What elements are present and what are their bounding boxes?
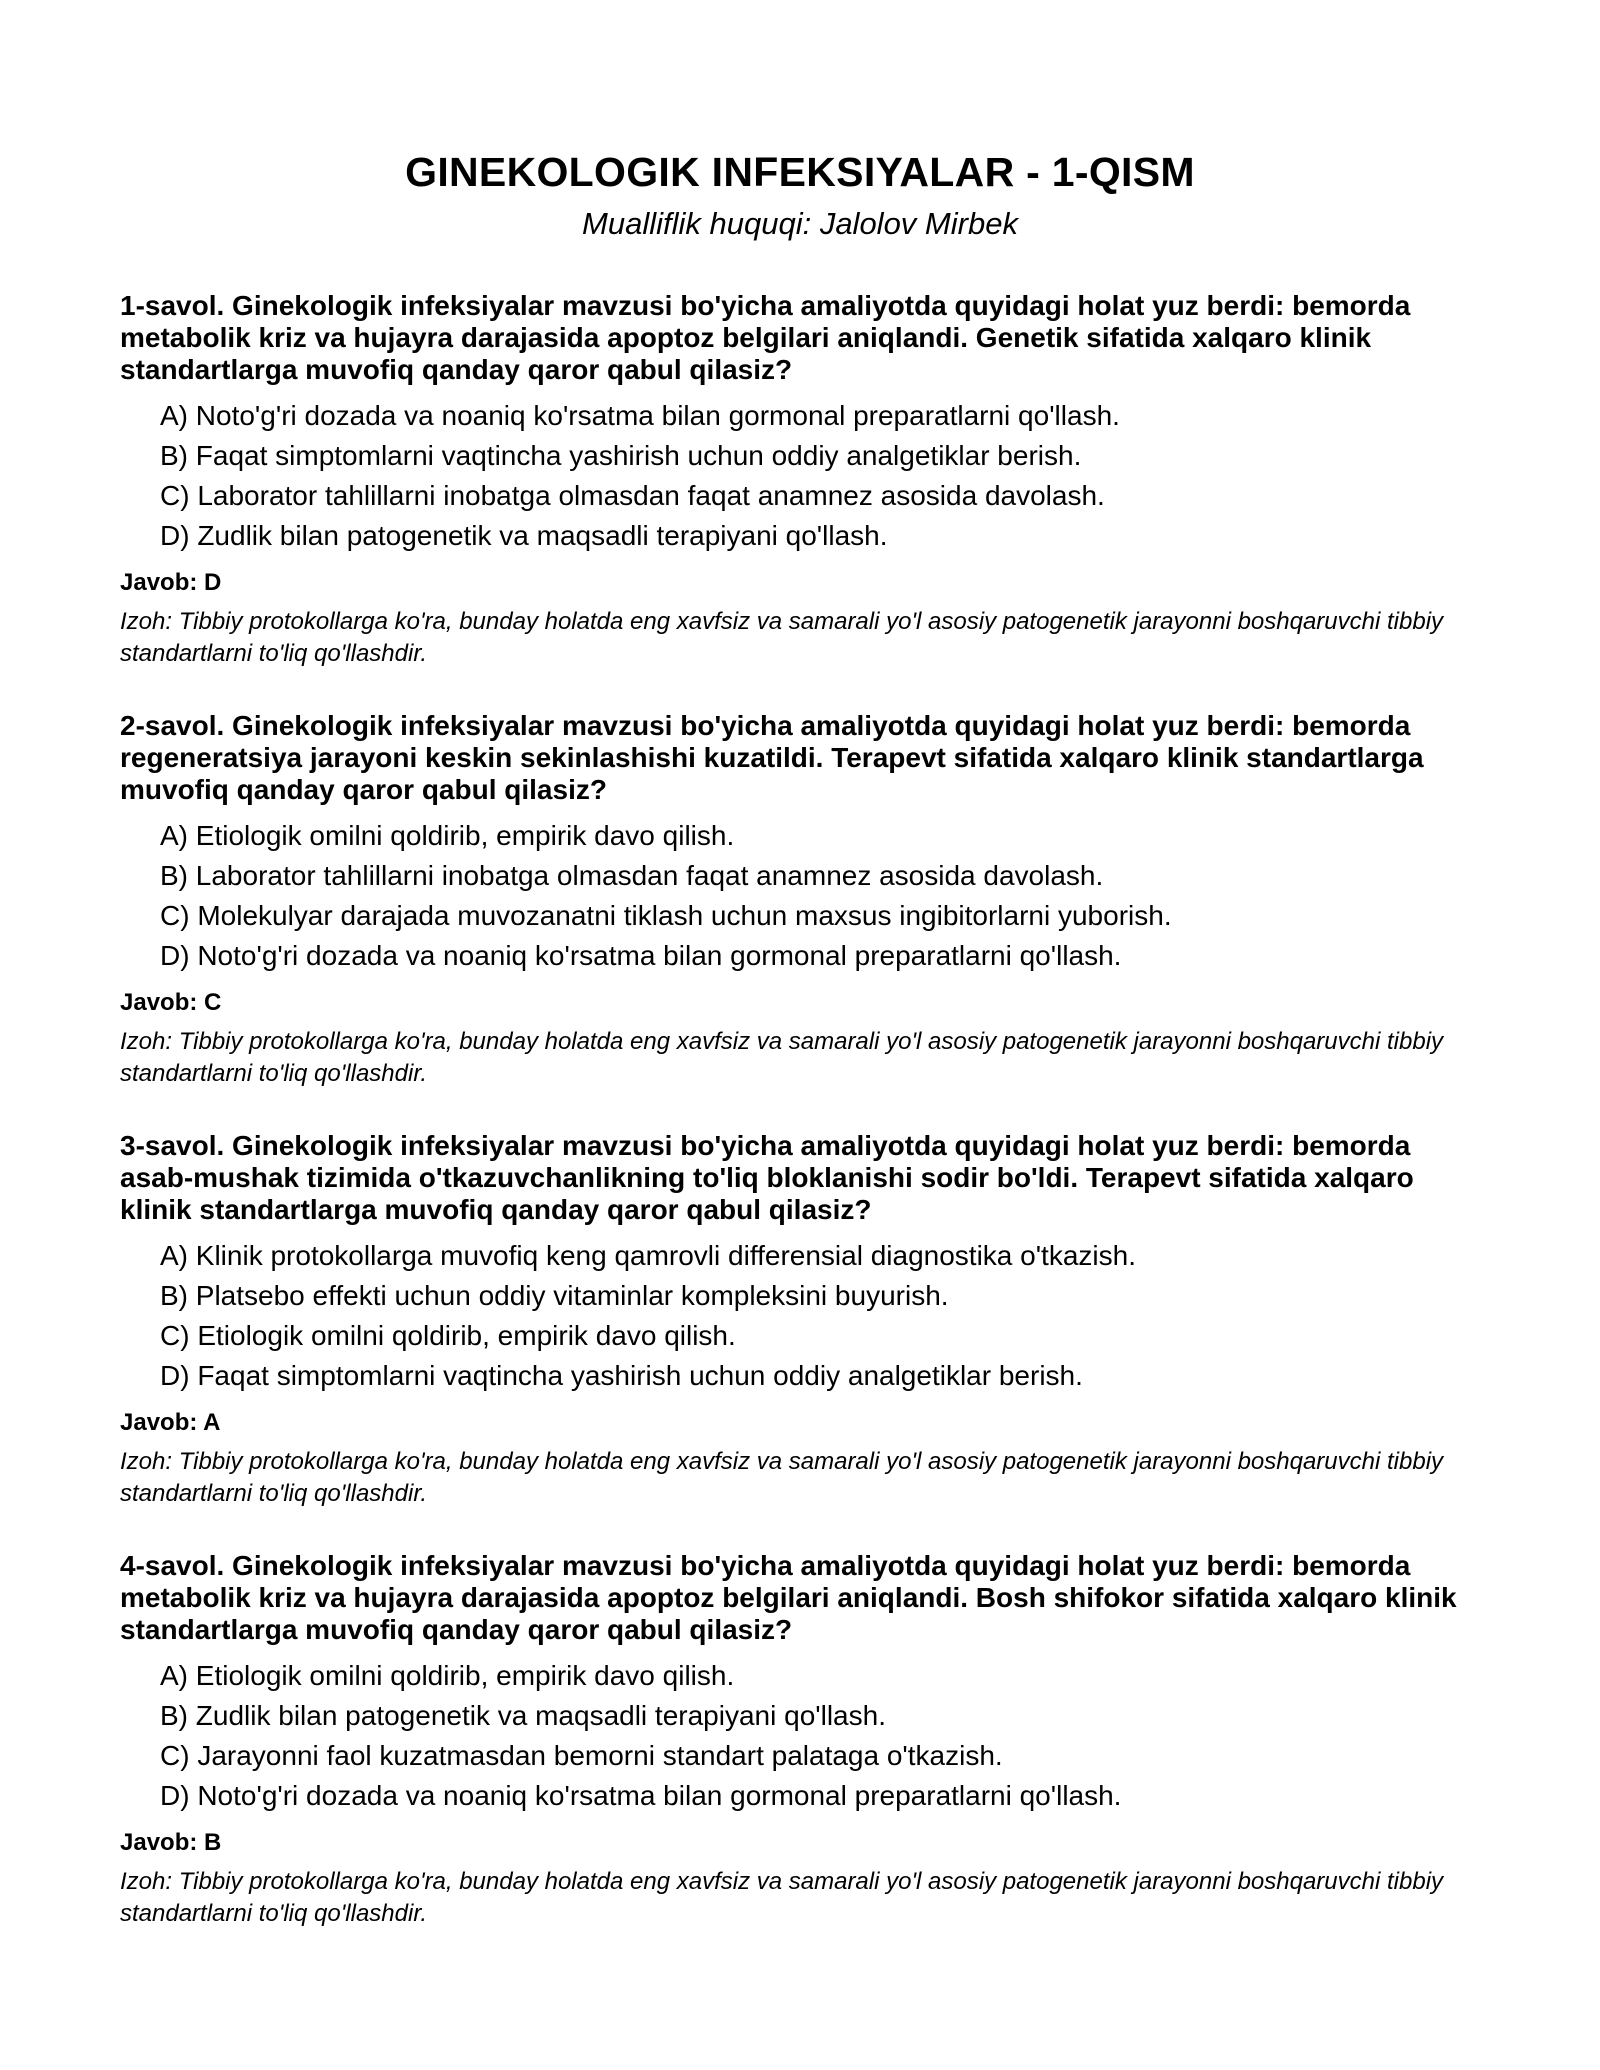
explanation-note: Izoh: Tibbiy protokollarga ko'ra, bunday holatda eng xavfsiz va samarali yo'l asosiy patogenetik jarayonni boshqaruvchi tibbiy standartlarni to'liq qo'llashdir. [120,608,1444,667]
option-list [160,1236,1480,1396]
option-d: D) Faqat simptomlarni vaqtincha yashirish uchun oddiy analgetiklar berish. [160,1360,1083,1391]
answer-label: Javob: B [120,1829,222,1856]
question-2 [120,710,1480,1090]
option-list [160,396,1480,556]
question-text: 4-savol. Ginekologik infeksiyalar mavzusi bo'yicha amaliyotda quyidagi holat yuz berdi: bemorda metabolik kriz va hujayra darajasida apoptoz belgilari aniqlandi. Bosh shifokor sifatida xalqaro klinik standartlarga muvofiq qanday qaror qabul qilasiz? [120,1550,1457,1645]
option-d: D) Noto'g'ri dozada va noaniq ko'rsatma bilan gormonal preparatlarni qo'llash. [160,1780,1122,1811]
option-c: C) Molekulyar darajada muvozanatni tiklash uchun maxsus ingibitorlarni yuborish. [160,900,1172,931]
document-title: GINEKOLOGIK INFEKSIYALAR - 1-QISM [405,149,1195,196]
answer-label: Javob: C [120,989,222,1016]
explanation-note: Izoh: Tibbiy protokollarga ko'ra, bunday holatda eng xavfsiz va samarali yo'l asosiy patogenetik jarayonni boshqaruvchi tibbiy standartlarni to'liq qo'llashdir. [120,1868,1444,1927]
question-4 [120,1550,1480,1930]
copyright-line: Mualliflik huquqi: Jalolov Mirbek [582,206,1018,241]
option-a: A) Etiologik omilni qoldirib, empirik davo qilish. [160,1660,735,1691]
answer-label: Javob: A [120,1409,221,1436]
explanation-note: Izoh: Tibbiy protokollarga ko'ra, bunday holatda eng xavfsiz va samarali yo'l asosiy patogenetik jarayonni boshqaruvchi tibbiy standartlarni to'liq qo'llashdir. [120,1028,1444,1087]
option-d: D) Zudlik bilan patogenetik va maqsadli terapiyani qo'llash. [160,520,888,551]
question-text: 2-savol. Ginekologik infeksiyalar mavzusi bo'yicha amaliyotda quyidagi holat yuz berdi: bemorda regeneratsiya jarayoni keskin sekinlashishi kuzatildi. Terapevt sifatida xalqaro klinik standartlarga muvofiq qanday qaror qabul qilasiz? [120,710,1424,805]
option-c: C) Jarayonni faol kuzatmasdan bemorni standart palataga o'tkazish. [160,1740,1003,1771]
option-c: C) Laborator tahlillarni inobatga olmasdan faqat anamnez asosida davolash. [160,480,1105,511]
question-text: 3-savol. Ginekologik infeksiyalar mavzusi bo'yicha amaliyotda quyidagi holat yuz berdi: bemorda asab-mushak tizimida o'tkazuvchanlikning to'liq bloklanishi sodir bo'ldi. Terapevt sifatida xalqaro klinik standartlarga muvofiq qanday qaror qabul qilasiz? [120,1130,1414,1225]
question-1 [120,290,1480,670]
option-c: C) Etiologik omilni qoldirib, empirik davo qilish. [160,1320,736,1351]
option-b: B) Platsebo effekti uchun oddiy vitaminlar kompleksini buyurish. [160,1280,949,1311]
question-list [120,290,1480,1970]
option-b: B) Faqat simptomlarni vaqtincha yashirish uchun oddiy analgetiklar berish. [160,440,1082,471]
option-b: B) Laborator tahlillarni inobatga olmasdan faqat anamnez asosida davolash. [160,860,1104,891]
option-a: A) Etiologik omilni qoldirib, empirik davo qilish. [160,820,735,851]
question-text: 1-savol. Ginekologik infeksiyalar mavzusi bo'yicha amaliyotda quyidagi holat yuz berdi: bemorda metabolik kriz va hujayra darajasida apoptoz belgilari aniqlandi. Genetik sifatida xalqaro klinik standartlarga muvofiq qanday qaror qabul qilasiz? [120,290,1411,385]
option-b: B) Zudlik bilan patogenetik va maqsadli terapiyani qo'llash. [160,1700,886,1731]
option-list [160,816,1480,976]
answer-label: Javob: D [120,569,222,596]
explanation-note: Izoh: Tibbiy protokollarga ko'ra, bunday holatda eng xavfsiz va samarali yo'l asosiy patogenetik jarayonni boshqaruvchi tibbiy standartlarni to'liq qo'llashdir. [120,1448,1444,1507]
question-3 [120,1130,1480,1510]
option-d: D) Noto'g'ri dozada va noaniq ko'rsatma bilan gormonal preparatlarni qo'llash. [160,940,1122,971]
option-a: A) Noto'g'ri dozada va noaniq ko'rsatma bilan gormonal preparatlarni qo'llash. [160,400,1120,431]
option-a: A) Klinik protokollarga muvofiq keng qamrovli differensial diagnostika o'tkazish. [160,1240,1136,1271]
option-list [160,1656,1480,1816]
